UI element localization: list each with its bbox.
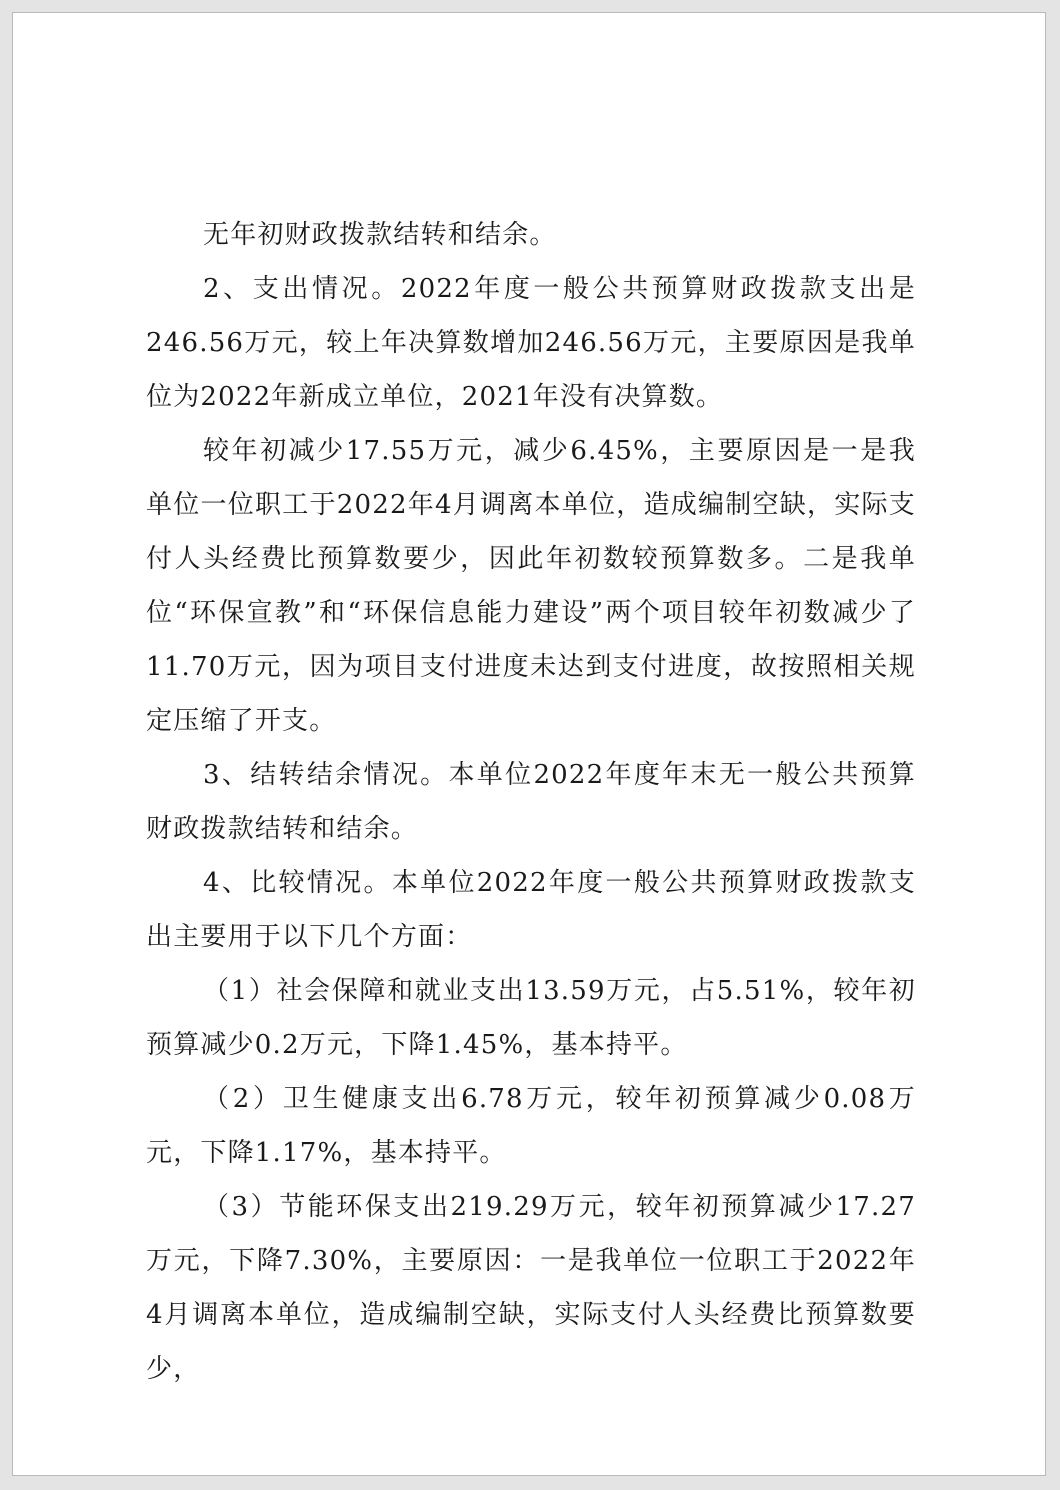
paragraph: 2、支出情况。2022年度一般公共预算财政拨款支出是246.56万元，较上年决算数增加246.56万元，主要原因是我单位为2022年新成立单位，2021年没有决算数。: [146, 274, 916, 412]
document-body: [146, 208, 916, 1396]
paragraph: 4、比较情况。本单位2022年度一般公共预算财政拨款支出主要用于以下几个方面：: [146, 868, 916, 952]
document-page: [12, 12, 1046, 1476]
paragraph: （2）卫生健康支出6.78万元，较年初预算减少0.08万元，下降1.17%，基本持平。: [146, 1084, 916, 1168]
paragraph: （3）节能环保支出219.29万元，较年初预算减少17.27万元，下降7.30%，主要原因：一是我单位一位职工于2022年4月调离本单位，造成编制空缺，实际支付人头经费比预算数要少，: [146, 1192, 916, 1384]
paragraph: 3、结转结余情况。本单位2022年度年末无一般公共预算财政拨款结转和结余。: [146, 760, 916, 844]
paragraph: （1）社会保障和就业支出13.59万元，占5.51%，较年初预算减少0.2万元，下降1.45%，基本持平。: [146, 976, 916, 1060]
paragraph: 无年初财政拨款结转和结余。: [203, 220, 557, 250]
paragraph: 较年初减少17.55万元，减少6.45%，主要原因是一是我单位一位职工于2022年4月调离本单位，造成编制空缺，实际支付人头经费比预算数要少，因此年初数较预算数多。二是我单位“环保宣教”和“环保信息能力建设”两个项目较年初数减少了11.70万元，因为项目支付进度未达到支付进度，故按照相关规定压缩了开支。: [146, 436, 916, 736]
